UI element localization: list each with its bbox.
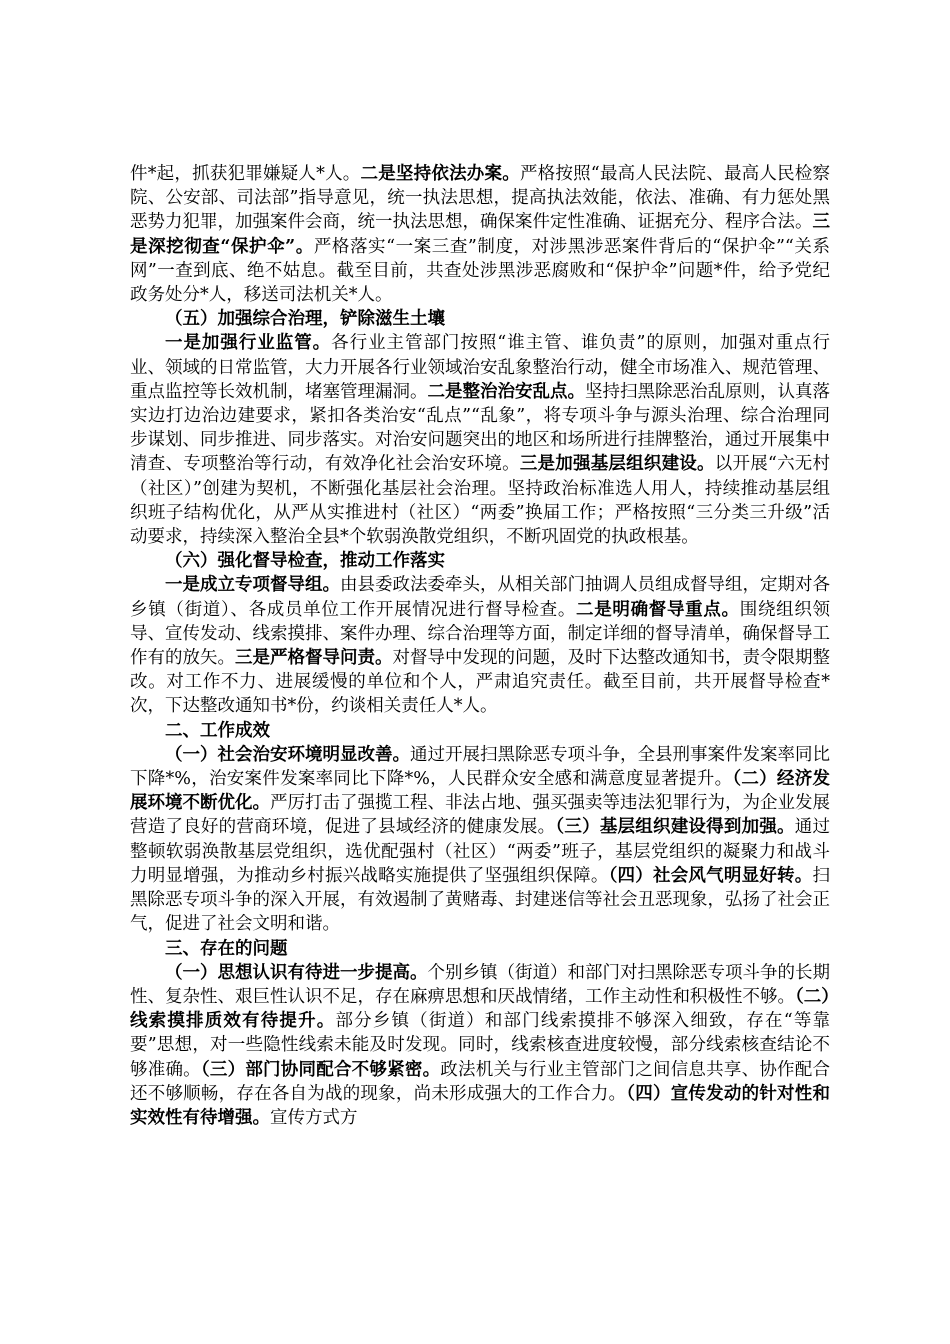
paragraph-results [130, 743, 830, 937]
text-run: 坚持扫黑除恶治乱原则，认真落实边打边治边建要求，紧扣各类治安“乱点”“乱象”，将专项斗争与源头治理、综合治理同步谋划、同步推进、同步落实。对治安问题突出的地区和场所进行挂牌整治，通过开展集中清查、专项整治等行动，有效净化社会治安环境。 [130, 381, 830, 475]
bold-run: （一）社会治安环境明显改善。 [165, 744, 410, 765]
paragraph-crackdown-cases [130, 162, 830, 307]
text-run: 通过开展扫黑除恶专项斗争，全县刑事案件发案率同比下降*%，治安案件发案率同比下降*%，人民群众安全感和满意度显著提升。 [130, 744, 830, 790]
bold-run: 二是整治治安乱点。 [427, 381, 585, 402]
bold-run: （四）社会风气明显好转。 [608, 865, 813, 886]
text-run: 严格落实“一案三查”制度，对涉黑涉恶案件背后的“保护伞”“关系网”一查到底、绝不姑息。截至目前，共查处涉黑涉恶腐败和“保护伞”问题*件，给予党纪政务处分*人，移送司法机关*人。 [130, 236, 830, 306]
bold-run: 一是加强行业监管。 [165, 333, 332, 354]
bold-run: （四）宣传发动的针对性和实效性有待增强。 [130, 1083, 830, 1128]
text-run: 政法机关与行业主管部门之间信息共享、协作配合还不够顺畅，存在各自为战的现象，尚未形成强大的工作合力。 [130, 1059, 831, 1104]
section-heading-5: （五）加强综合治理，铲除滋生土壤 [165, 309, 445, 330]
bold-run: 三是严格督导问责。 [235, 648, 393, 669]
text-run: 严格按照“最高人民法院、最高人民检察院、公安部、司法部”指导意见，统一执法思想，提高执法效能，依法、准确、有力惩处黑恶势力犯罪，加强案件会商，统一执法思想，确保案件定性准确、证据充分、程序合法。 [130, 164, 831, 233]
document-page [130, 162, 830, 1130]
bold-run: 一是成立专项督导组。 [165, 575, 340, 596]
bold-run: 二是明确督导重点。 [576, 599, 740, 620]
text-run: 各行业主管部门按照“谁主管、谁负责”的原则，加强对重点行业、领域的日常监管，大力开展各行业领域治安乱象整治行动，健全市场准入、规范管理、重点监控等长效机制，堵塞管理漏洞。 [130, 333, 830, 402]
text-run: 件*起，抓获犯罪嫌疑人*人。 [130, 164, 361, 184]
bold-run: （二）经济发展环境不断优化。 [130, 769, 830, 814]
bold-run: （三）基层组织建设得到加强。 [555, 817, 795, 838]
bold-run: （一）思想认识有待进一步提高。 [165, 962, 428, 983]
paragraph-problems [130, 961, 830, 1130]
text-run: 个别乡镇（街道）和部门对扫黑除恶专项斗争的长期性、复杂性、艰巨性认识不足，存在麻痹思想和厌战情绪，工作主动性和积极性不够。 [130, 962, 830, 1007]
text-run: 通过整顿软弱涣散基层党组织，选优配强村（社区）“两委”班子，基层党组织的凝聚力和战斗力明显增强，为推动乡村振兴战略实施提供了坚强组织保障。 [130, 817, 831, 886]
text-run: 扫黑除恶专项斗争的深入开展，有效遏制了黄赌毒、封建迷信等社会丑恶现象，弘扬了社会正气，促进了社会文明和谐。 [130, 865, 831, 935]
text-run: 由县委政法委牵头，从相关部门抽调人员组成督导组，定期对各乡镇（街道）、各成员单位工作开展情况进行督导检查。 [130, 575, 830, 620]
chapter-heading-results: 二、工作成效 [165, 720, 270, 741]
text-run: 对督导中发现的问题，及时下达整改通知书，责令限期整改。对工作不力、进展缓慢的单位和个人，严肃追究责任。截至目前，共开展督导检查*次，下达整改通知书*份，约谈相关责任人*人。 [130, 648, 830, 717]
text-run: 以开展“六无村（社区）”创建为契机，不断强化基层社会治理。坚持政治标准选人用人，持续推动基层组织班子结构优化，从严从实推进村（社区）“两委”换届工作；严格按照“三分类三升级”活动要求，持续深入整治全县*个软弱涣散党组织，不断巩固党的执政根基。 [130, 454, 831, 548]
bold-run: 三是深挖彻查“保护伞”。 [130, 212, 830, 257]
text-run: 部分乡镇（街道）和部门线索摸排不够深入细致，存在“等靠要”思想，对一些隐性线索未能及时发现。同时，线索核查进度较慢，部分线索核查结论不够准确。 [130, 1011, 830, 1080]
text-run: 宣传方式方 [270, 1107, 358, 1128]
bold-run: 三是加强基层组织建设。 [519, 454, 715, 475]
paragraph-supervision [130, 573, 830, 718]
section-heading-6: （六）强化督导检查，推动工作落实 [165, 551, 445, 572]
paragraph-comprehensive-governance [130, 331, 830, 549]
chapter-heading-problems: 三、存在的问题 [165, 938, 288, 959]
text-run: 围绕组织领导、宣传发动、线索摸排、案件办理、综合治理等方面，制定详细的督导清单，确保督导工作有的放矢。 [130, 599, 831, 669]
bold-run: （二）线索摸排质效有待提升。 [130, 986, 830, 1032]
bold-run: （三）部门协同配合不够紧密。 [200, 1059, 441, 1080]
text-run: 严厉打击了强揽工程、非法占地、强买强卖等违法犯罪行为，为企业发展营造了良好的营商环境，促进了县域经济的健康发展。 [130, 793, 830, 838]
bold-run: 二是坚持依法办案。 [360, 164, 520, 184]
